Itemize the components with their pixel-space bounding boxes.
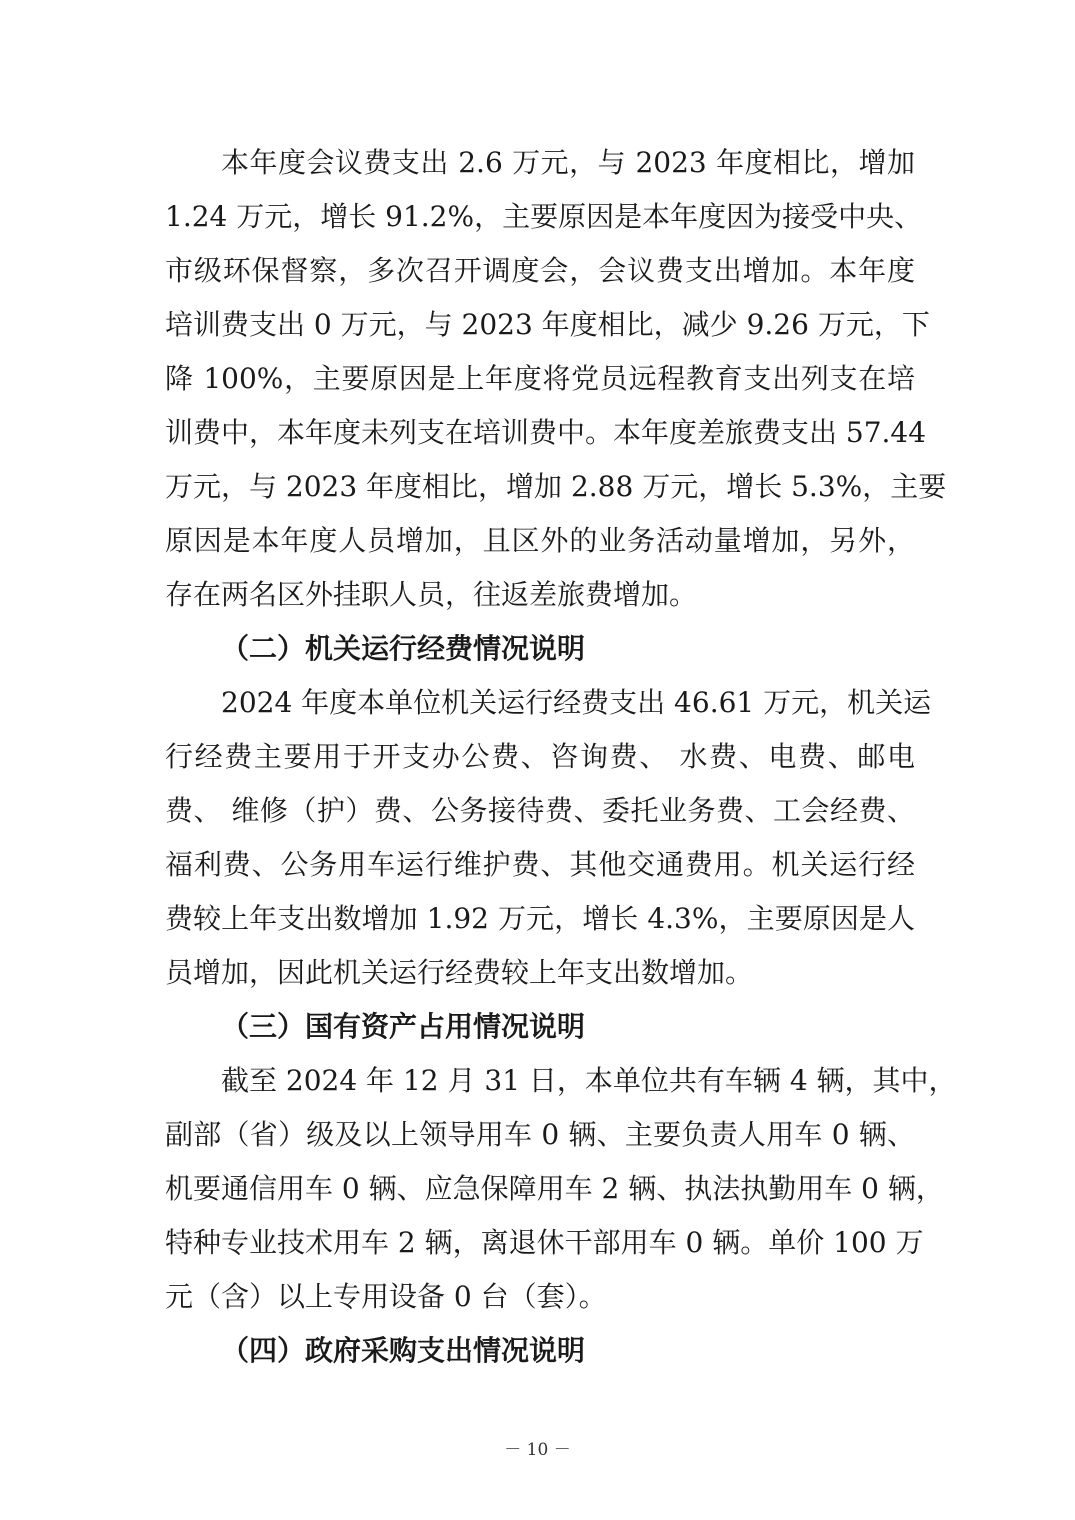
text-line: 元（含）以上专用设备 0 台（套）。 bbox=[165, 1280, 607, 1313]
text-line: 本年度会议费支出 2.6 万元，与 2023 年度相比，增加 bbox=[221, 146, 915, 179]
text-line: 降 100%，主要原因是上年度将党员远程教育支出列支在培 bbox=[165, 362, 915, 395]
text-line: 员增加，因此机关运行经费较上年支出数增加。 bbox=[165, 956, 754, 989]
text-line: 1.24 万元，增长 91.2%，主要原因是本年度因为接受中央、 bbox=[165, 200, 923, 233]
text-line: 训费中，本年度未列支在培训费中。本年度差旅费支出 57.44 bbox=[165, 416, 927, 449]
section-heading-operating-costs: （二）机关运行经费情况说明 bbox=[221, 632, 586, 665]
text-line: 原因是本年度人员增加，且区外的业务活动量增加，另外， bbox=[165, 524, 915, 557]
text-line: 费较上年支出数增加 1.92 万元，增长 4.3%，主要原因是人 bbox=[165, 902, 915, 935]
section-heading-procurement: （四）政府采购支出情况说明 bbox=[221, 1334, 586, 1367]
text-line: 市级环保督察，多次召开调度会，会议费支出增加。本年度 bbox=[165, 254, 915, 287]
text-line: 福利费、公务用车运行维护费、其他交通费用。机关运行经 bbox=[165, 848, 915, 881]
section-heading-state-assets: （三）国有资产占用情况说明 bbox=[221, 1010, 586, 1043]
text-line: 特种专业技术用车 2 辆，离退休干部用车 0 辆。单价 100 万 bbox=[165, 1226, 924, 1259]
text-line: 存在两名区外挂职人员，往返差旅费增加。 bbox=[165, 578, 698, 611]
text-line: 副部（省）级及以上领导用车 0 辆、主要负责人用车 0 辆、 bbox=[165, 1118, 915, 1151]
text-line: 截至 2024 年 12 月 31 日，本单位共有车辆 4 辆，其中， bbox=[221, 1064, 957, 1097]
text-line: 培训费支出 0 万元，与 2023 年度相比，减少 9.26 万元，下 bbox=[165, 308, 930, 341]
text-line: 行经费主要用于开支办公费、咨询费、 水费、电费、邮电 bbox=[165, 740, 915, 773]
text-line: 费、 维修（护）费、公务接待费、委托业务费、工会经费、 bbox=[165, 794, 915, 827]
text-line: 2024 年度本单位机关运行经费支出 46.61 万元，机关运 bbox=[221, 686, 932, 719]
page-number: － 10 － bbox=[504, 1440, 571, 1460]
text-line: 机要通信用车 0 辆、应急保障用车 2 辆、执法执勤用车 0 辆， bbox=[165, 1172, 944, 1205]
text-line: 万元，与 2023 年度相比，增加 2.88 万元，增长 5.3%，主要 bbox=[165, 470, 947, 503]
